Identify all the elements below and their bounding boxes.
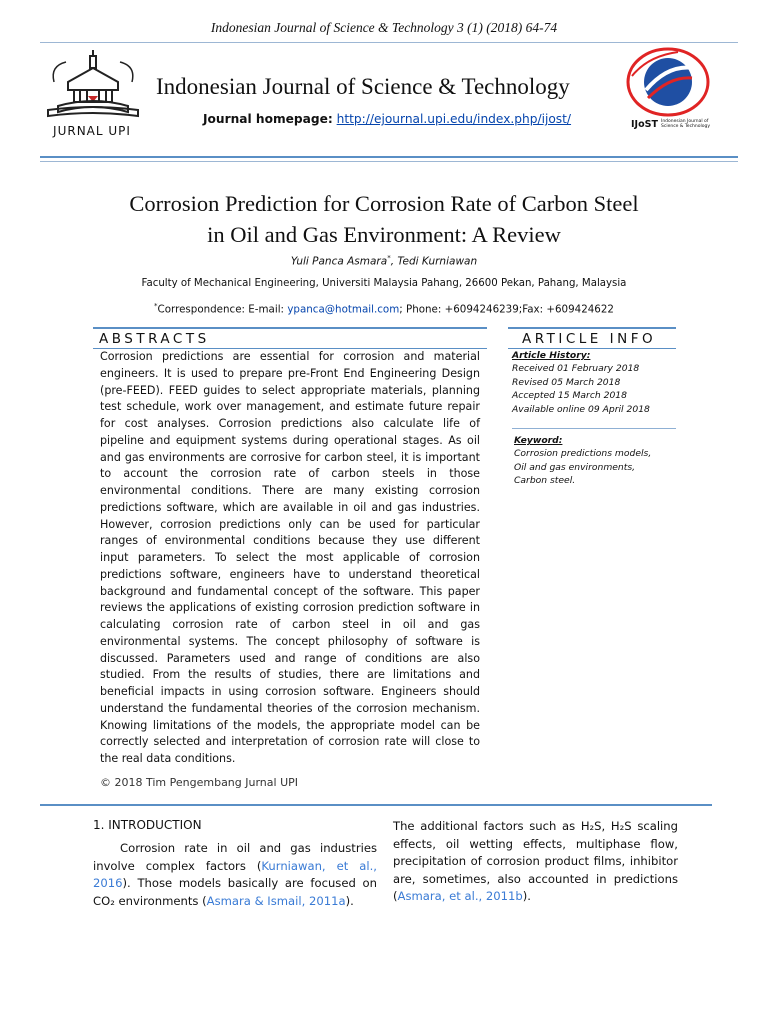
article-history: [512, 349, 676, 416]
copyright: © 2018 Tim Pengembang Jurnal UPI: [100, 776, 298, 789]
corr-prefix: Correspondence: E-mail:: [157, 303, 288, 316]
header-rule: [40, 156, 738, 158]
affiliation: Faculty of Mechanical Engineering, Universiti Malaysia Pahang, 26600 Pekan, Pahang, Malaysia: [141, 278, 627, 289]
revised-date: Revised 05 March 2018: [512, 376, 621, 388]
accepted-date: Accepted 15 March 2018: [512, 390, 628, 402]
p1-text-c: ).: [345, 893, 354, 908]
top-rule: [40, 42, 738, 43]
author1-mark: *: [387, 254, 391, 262]
p2-text-a: The additional factors such as H₂S, H₂S scaling effects, oil wetting effects, multiphase flow, precipitation of corrosion product films, inhibitor are, sometimes, also accounted in predictions (: [393, 819, 678, 904]
header-rule-thin: [40, 161, 738, 162]
journal-title: Indonesian Journal of Science & Technology: [156, 74, 570, 99]
keyword-3: Carbon steel.: [514, 475, 576, 487]
p2-text-b: ).: [522, 889, 531, 904]
abstract-text: Corrosion predictions are essential for corrosion and material engineers. It is used to prepare pre-Front End Engineering Design (pre-FEED). FEED guides to select appropriate materials, planning test schedule, work over management, and estimate future repair for cost analyses. Corrosion predictions also calculate life of pipeline and equipment systems during operational stages. As oil and gas environments are corrosive for carbon steel, it is important to account the corrosion rate of carbon steels in those environmental conditions. There are many existing corrosion predictions software, which are available in oil and gas industries. However, corrosion predictions only can be used for particular ranges of environmental conditions because they use different input parameters. To select the most applicable of corrosion predictions software, engineers have to understand theoretical background and fundamental concept of the software. This paper reviews the applications of existing corrosion prediction software in calculating corrosion rate of carbon steel in oil and gas environmental systems. The concept philosophy of software is discussed. Parameters used and range of conditions are also studied. From the results of studies, there are limitations and beneficial impacts in using corrosion software. Engineers should understand the fundamental theories of the corrosion mechanism. Knowing limitations of the models, the appropriate model can be correctly selected and interpretation of corrosion rate will close to the real data conditions.: [100, 350, 480, 765]
running-head: Indonesian Journal of Science & Technology 3 (1) (2018) 64-74: [210, 20, 558, 35]
intro-paragraph-2: [393, 818, 678, 906]
homepage-label: Journal homepage:: [203, 112, 333, 126]
p1-text-b: ). Those models basically are focused on CO₂ environments (: [93, 876, 377, 908]
keyword-2: Oil and gas environments,: [514, 461, 636, 473]
corr-mark: *: [154, 302, 158, 310]
body-column-left: [93, 818, 377, 910]
article-info-heading: ARTICLE INFO: [508, 327, 676, 349]
correspondence: [0, 302, 768, 315]
received-date: Received 01 February 2018: [512, 363, 640, 375]
citation-kurniawan-2016[interactable]: Kurniawan, et al., 2016: [93, 858, 377, 891]
citation-asmara-2011b[interactable]: Asmara, et al., 2011b: [397, 889, 523, 904]
ijost-logo-text: IJoST: [631, 119, 658, 130]
authors: [0, 254, 768, 268]
introduction-heading: 1. INTRODUCTION: [93, 818, 202, 832]
ijost-logo-subtext: Indonesian Journal of Science & Technology: [661, 119, 711, 129]
body-column-right: [393, 818, 678, 906]
journal-homepage: [203, 112, 571, 126]
abstract-heading: ABSTRACTS: [93, 327, 487, 349]
p1-text-a: Corrosion rate in oil and gas industries involve complex factors (: [93, 841, 377, 873]
author2: , Tedi Kurniawan: [390, 255, 478, 268]
info-separator: [512, 428, 676, 429]
intro-paragraph-1: [93, 840, 377, 910]
homepage-link[interactable]: http://ejournal.upi.edu/index.php/ijost/: [336, 112, 572, 126]
article-title-line2: in Oil and Gas Environment: A Review: [207, 222, 561, 247]
online-date: Available online 09 April 2018: [512, 403, 650, 415]
keyword-title: Keyword:: [514, 435, 563, 446]
keywords: [514, 434, 678, 488]
author1: Yuli Panca Asmara: [290, 255, 388, 268]
corr-suffix: ; Phone: +6094246239;Fax: +609424622: [399, 303, 614, 316]
body-divider: [40, 804, 712, 806]
corr-email-link[interactable]: ypanca@hotmail.com: [287, 303, 400, 316]
citation-asmara-2011a[interactable]: Asmara & Ismail, 2011a: [206, 893, 346, 908]
keyword-1: Corrosion predictions models,: [514, 448, 652, 460]
logo-left-text: JURNAL UPI: [53, 124, 131, 138]
article-title-line1: Corrosion Prediction for Corrosion Rate of Carbon Steel: [129, 191, 639, 216]
history-title: Article History:: [512, 350, 591, 361]
article-title: [40, 188, 728, 250]
